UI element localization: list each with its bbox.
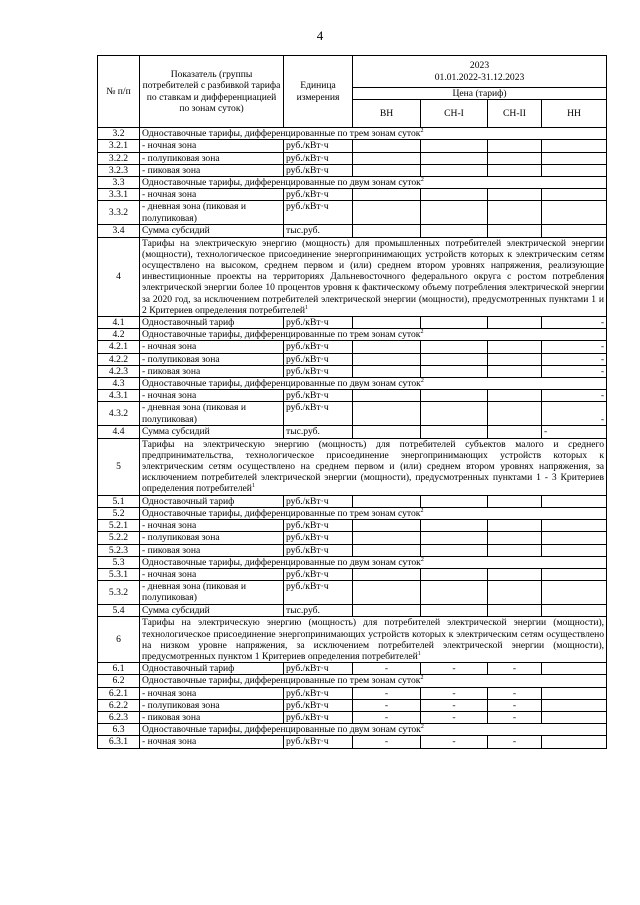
price-cell bbox=[421, 568, 488, 580]
price-cell bbox=[488, 353, 542, 365]
price-cell: - bbox=[542, 365, 607, 377]
footnote-mark: 1 bbox=[305, 304, 309, 311]
table-row bbox=[98, 711, 607, 723]
row-unit: тыс.руб. bbox=[284, 605, 353, 617]
table-row bbox=[98, 341, 607, 353]
row-number: 5.4 bbox=[98, 605, 140, 617]
price-cell bbox=[488, 140, 542, 152]
price-cell bbox=[353, 225, 421, 237]
table-row bbox=[98, 687, 607, 699]
table-row bbox=[98, 201, 607, 225]
row-number: 3.2.2 bbox=[98, 152, 140, 164]
row-unit: руб./кВт·ч bbox=[284, 544, 353, 556]
table-row bbox=[98, 736, 607, 748]
header-level-sn2: СН-II bbox=[488, 100, 542, 128]
price-cell bbox=[421, 140, 488, 152]
price-cell bbox=[542, 225, 607, 237]
price-cell bbox=[488, 426, 542, 438]
price-cell bbox=[542, 532, 607, 544]
price-cell bbox=[353, 520, 421, 532]
price-cell: - bbox=[488, 687, 542, 699]
row-label: Сумма субсидий bbox=[140, 605, 284, 617]
table-row bbox=[98, 225, 607, 237]
price-cell: - bbox=[421, 711, 488, 723]
price-cell: - bbox=[353, 711, 421, 723]
price-cell bbox=[421, 532, 488, 544]
table-row bbox=[98, 140, 607, 152]
price-cell bbox=[421, 426, 488, 438]
row-label: Одноставочные тарифы, дифференцированные по трем зонам суток bbox=[142, 128, 421, 140]
row-label: - полупиковая зона bbox=[140, 353, 284, 365]
table-row bbox=[98, 426, 607, 438]
footnote-mark: 2 bbox=[420, 723, 424, 730]
row-number: 4 bbox=[98, 237, 140, 316]
group-title bbox=[140, 177, 607, 189]
footnote-mark: 1 bbox=[417, 650, 421, 657]
row-unit: руб./кВт·ч bbox=[284, 201, 353, 225]
row-unit: руб./кВт·ч bbox=[284, 520, 353, 532]
price-cell: - bbox=[353, 687, 421, 699]
price-cell bbox=[353, 353, 421, 365]
row-number: 3.2.1 bbox=[98, 140, 140, 152]
header-num: № п/п bbox=[98, 56, 140, 128]
price-cell bbox=[353, 544, 421, 556]
footnote-mark: 2 bbox=[420, 329, 424, 336]
row-unit: тыс.руб. bbox=[284, 426, 353, 438]
price-cell bbox=[488, 225, 542, 237]
price-cell bbox=[353, 390, 421, 402]
price-cell bbox=[542, 568, 607, 580]
row-unit: руб./кВт·ч bbox=[284, 152, 353, 164]
row-number: 6.1 bbox=[98, 663, 140, 675]
row-unit: руб./кВт·ч bbox=[284, 353, 353, 365]
row-label: - дневная зона (пиковая и полупиковая) bbox=[140, 402, 284, 426]
price-cell bbox=[488, 544, 542, 556]
row-unit: руб./кВт·ч bbox=[284, 568, 353, 580]
table-row bbox=[98, 532, 607, 544]
table-row bbox=[98, 152, 607, 164]
price-cell bbox=[488, 390, 542, 402]
row-number: 4.4 bbox=[98, 426, 140, 438]
row-label: Одноставочный тариф bbox=[140, 495, 284, 507]
row-unit: руб./кВт·ч bbox=[284, 341, 353, 353]
price-cell bbox=[421, 201, 488, 225]
row-unit: руб./кВт·ч bbox=[284, 699, 353, 711]
row-label: Одноставочные тарифы, дифференцированные по трем зонам суток bbox=[142, 329, 421, 341]
price-cell bbox=[542, 711, 607, 723]
price-cell: - bbox=[421, 699, 488, 711]
price-cell bbox=[488, 201, 542, 225]
row-label: Тарифы на электрическую энергию (мощность) для потребителей электрической энергии (мощности), технологическое присоединение энергопринимающих устройств которых к электрическим сетям осуществлено на низком уровне напряжения, за исключением потребителей электрической энергии (мощности), предусмотренных пунктом 1 Критериев определения потребителей bbox=[142, 617, 605, 662]
price-cell bbox=[488, 152, 542, 164]
row-number: 3.2 bbox=[98, 128, 140, 140]
table-row bbox=[98, 520, 607, 532]
table-row bbox=[98, 507, 607, 519]
price-cell bbox=[488, 317, 542, 329]
header-price: Цена (тариф) bbox=[353, 88, 607, 100]
header-level-vn: ВН bbox=[353, 100, 421, 128]
row-unit: руб./кВт·ч bbox=[284, 365, 353, 377]
table-row bbox=[98, 605, 607, 617]
price-cell bbox=[353, 581, 421, 605]
row-number: 5.3 bbox=[98, 556, 140, 568]
row-label: - полупиковая зона bbox=[140, 152, 284, 164]
price-cell bbox=[421, 164, 488, 176]
price-cell: - bbox=[488, 699, 542, 711]
price-cell bbox=[542, 581, 607, 605]
table-row bbox=[98, 402, 607, 426]
price-cell bbox=[353, 201, 421, 225]
table-row bbox=[98, 189, 607, 201]
price-cell bbox=[488, 568, 542, 580]
table-header bbox=[98, 56, 607, 128]
price-cell bbox=[353, 426, 421, 438]
price-cell: - bbox=[542, 390, 607, 402]
header-unit: Единица измерения bbox=[284, 56, 353, 128]
group-title bbox=[140, 128, 607, 140]
section-title bbox=[140, 237, 607, 316]
price-cell: - bbox=[542, 317, 607, 329]
section-title bbox=[140, 438, 607, 495]
table-row bbox=[98, 390, 607, 402]
row-label: - пиковая зона bbox=[140, 365, 284, 377]
price-cell bbox=[421, 189, 488, 201]
row-number: 5.3.1 bbox=[98, 568, 140, 580]
price-cell: - bbox=[353, 663, 421, 675]
price-cell bbox=[421, 225, 488, 237]
table-row bbox=[98, 581, 607, 605]
group-title bbox=[140, 675, 607, 687]
row-label: - ночная зона bbox=[140, 189, 284, 201]
row-number: 4.3.2 bbox=[98, 402, 140, 426]
price-cell: - bbox=[353, 736, 421, 748]
row-unit: руб./кВт·ч bbox=[284, 736, 353, 748]
price-cell bbox=[353, 140, 421, 152]
row-number: 6.2.2 bbox=[98, 699, 140, 711]
row-number: 4.2 bbox=[98, 329, 140, 341]
row-label: Тарифы на электрическую энергию (мощность) для промышленных потребителей электрической энергии (мощности), технологическое присоединение энергопринимающих устройств которых к электрическим сетям осуществлено на высоком, среднем первом и (или) среднем втором уровнях напряжения, реализующие инвестиционные проекты на территориях Дальневосточного федерального округа с ростом потребления электрической энергии более 10 процентов уровня к фактическому объему потребления электрической энергии за 2020 год, за исключением потребителей электрической энергии (мощности), предусмотренных пунктами 1 и 2 Критериев определения потребителей bbox=[142, 237, 605, 316]
row-label: - полупиковая зона bbox=[140, 532, 284, 544]
group-title bbox=[140, 378, 607, 390]
tariff-table bbox=[97, 55, 607, 749]
table-row bbox=[98, 237, 607, 316]
row-number: 4.3 bbox=[98, 378, 140, 390]
row-label: - ночная зона bbox=[140, 736, 284, 748]
footnote-mark: 2 bbox=[420, 556, 424, 563]
row-label: - дневная зона (пиковая и полупиковая) bbox=[140, 581, 284, 605]
row-unit: руб./кВт·ч bbox=[284, 663, 353, 675]
row-number: 5.2.2 bbox=[98, 532, 140, 544]
table-row bbox=[98, 317, 607, 329]
header-level-nn: НН bbox=[542, 100, 607, 128]
row-label: Сумма субсидий bbox=[140, 225, 284, 237]
header-indicator: Показатель (группы потребителей с разбивкой тарифа по ставкам и дифференциацией по зонам суток) bbox=[140, 56, 284, 128]
price-cell bbox=[353, 189, 421, 201]
row-number: 3.3 bbox=[98, 177, 140, 189]
table-row bbox=[98, 495, 607, 507]
price-cell bbox=[542, 544, 607, 556]
price-cell bbox=[421, 402, 488, 426]
row-number: 5.2.1 bbox=[98, 520, 140, 532]
price-cell bbox=[488, 189, 542, 201]
row-label: - ночная зона bbox=[140, 140, 284, 152]
price-cell bbox=[542, 605, 607, 617]
row-number: 6.2.1 bbox=[98, 687, 140, 699]
row-label: - пиковая зона bbox=[140, 711, 284, 723]
row-label: Тарифы на электрическую энергию (мощность) для потребителей субъектов малого и среднего предпринимательства, технологическое присоединение энергопринимающих устройств которых к электрическим сетям осуществлено на среднем первом и (или) среднем втором уровнях напряжения, за исключением потребителей электрической энергии (мощности), предусмотренных пунктами 1 - 3 Критериев определения потребителей bbox=[142, 438, 605, 495]
price-cell bbox=[421, 353, 488, 365]
row-label: - ночная зона bbox=[140, 390, 284, 402]
table-row bbox=[98, 177, 607, 189]
row-label: Одноставочный тариф bbox=[140, 317, 284, 329]
price-cell: - bbox=[542, 341, 607, 353]
row-unit: руб./кВт·ч bbox=[284, 189, 353, 201]
footnote-mark: 1 bbox=[251, 483, 255, 490]
price-cell bbox=[421, 544, 488, 556]
table-row bbox=[98, 568, 607, 580]
row-number: 3.3.2 bbox=[98, 201, 140, 225]
row-unit: руб./кВт·ч bbox=[284, 687, 353, 699]
row-label: - ночная зона bbox=[140, 568, 284, 580]
price-cell bbox=[488, 495, 542, 507]
row-number: 5.2.3 bbox=[98, 544, 140, 556]
price-cell bbox=[421, 317, 488, 329]
page-number: 4 bbox=[316, 28, 324, 43]
price-cell bbox=[542, 520, 607, 532]
footnote-mark: 2 bbox=[420, 176, 424, 183]
row-number: 4.2.1 bbox=[98, 341, 140, 353]
table-row bbox=[98, 699, 607, 711]
price-cell bbox=[542, 687, 607, 699]
row-label: Сумма субсидий bbox=[140, 426, 284, 438]
table-row bbox=[98, 378, 607, 390]
row-label: Одноставочные тарифы, дифференцированные по двум зонам суток bbox=[142, 378, 421, 390]
price-cell bbox=[542, 663, 607, 675]
row-number: 4.2.3 bbox=[98, 365, 140, 377]
row-unit: руб./кВт·ч bbox=[284, 532, 353, 544]
group-title bbox=[140, 556, 607, 568]
price-cell bbox=[542, 699, 607, 711]
price-cell bbox=[488, 365, 542, 377]
price-cell bbox=[353, 341, 421, 353]
row-label: Одноставочные тарифы, дифференцированные по двум зонам суток bbox=[142, 177, 421, 189]
footnote-mark: 2 bbox=[420, 377, 424, 384]
footnote-mark: 2 bbox=[420, 128, 424, 135]
price-cell bbox=[421, 365, 488, 377]
table-row bbox=[98, 128, 607, 140]
row-label: - пиковая зона bbox=[140, 544, 284, 556]
row-number: 6.2.3 bbox=[98, 711, 140, 723]
row-number: 4.1 bbox=[98, 317, 140, 329]
row-unit: руб./кВт·ч bbox=[284, 317, 353, 329]
header-year: 2023 bbox=[469, 60, 490, 72]
row-label: Одноставочные тарифы, дифференцированные по трем зонам суток bbox=[142, 675, 421, 687]
price-cell bbox=[421, 152, 488, 164]
header-year-period bbox=[353, 56, 607, 88]
header-period: 01.01.2022-31.12.2023 bbox=[434, 71, 525, 83]
row-unit: руб./кВт·ч bbox=[284, 402, 353, 426]
price-cell: - bbox=[542, 353, 607, 365]
price-cell bbox=[542, 495, 607, 507]
price-cell bbox=[421, 495, 488, 507]
group-title bbox=[140, 507, 607, 519]
price-cell bbox=[488, 341, 542, 353]
row-label: - пиковая зона bbox=[140, 164, 284, 176]
row-number: 6.3 bbox=[98, 724, 140, 736]
price-cell bbox=[353, 365, 421, 377]
price-cell: - bbox=[542, 402, 607, 426]
row-number: 5.1 bbox=[98, 495, 140, 507]
price-cell bbox=[353, 152, 421, 164]
row-number: 3.2.3 bbox=[98, 164, 140, 176]
price-cell bbox=[488, 532, 542, 544]
price-cell bbox=[488, 164, 542, 176]
table-row bbox=[98, 164, 607, 176]
price-cell: - bbox=[488, 736, 542, 748]
footnote-mark: 2 bbox=[420, 507, 424, 514]
group-title bbox=[140, 724, 607, 736]
table-row bbox=[98, 675, 607, 687]
price-cell: - bbox=[421, 663, 488, 675]
price-cell bbox=[353, 568, 421, 580]
row-label: - ночная зона bbox=[140, 341, 284, 353]
header-level-sn1: СН-I bbox=[421, 100, 488, 128]
price-cell bbox=[542, 152, 607, 164]
price-cell bbox=[421, 390, 488, 402]
table-row bbox=[98, 556, 607, 568]
price-cell bbox=[542, 189, 607, 201]
price-cell bbox=[353, 495, 421, 507]
table-row bbox=[98, 544, 607, 556]
footnote-mark: 2 bbox=[420, 675, 424, 682]
price-cell bbox=[421, 581, 488, 605]
section-title bbox=[140, 617, 607, 663]
price-cell bbox=[488, 605, 542, 617]
price-cell: - bbox=[488, 663, 542, 675]
row-number: 5.2 bbox=[98, 507, 140, 519]
price-cell: - bbox=[421, 736, 488, 748]
row-unit: руб./кВт·ч bbox=[284, 390, 353, 402]
row-number: 6 bbox=[98, 617, 140, 663]
price-cell bbox=[353, 532, 421, 544]
price-cell bbox=[542, 140, 607, 152]
price-cell bbox=[542, 736, 607, 748]
row-number: 3.4 bbox=[98, 225, 140, 237]
group-title bbox=[140, 329, 607, 341]
row-unit: руб./кВт·ч bbox=[284, 711, 353, 723]
row-label: - ночная зона bbox=[140, 520, 284, 532]
price-cell bbox=[421, 341, 488, 353]
row-number: 5.3.2 bbox=[98, 581, 140, 605]
price-cell bbox=[353, 317, 421, 329]
price-cell bbox=[542, 164, 607, 176]
price-cell: - bbox=[488, 711, 542, 723]
table-row bbox=[98, 365, 607, 377]
row-label: - ночная зона bbox=[140, 687, 284, 699]
row-number: 3.3.1 bbox=[98, 189, 140, 201]
price-cell bbox=[353, 164, 421, 176]
price-cell bbox=[421, 520, 488, 532]
table-row bbox=[98, 438, 607, 495]
row-label: - дневная зона (пиковая и полупиковая) bbox=[140, 201, 284, 225]
price-cell bbox=[488, 520, 542, 532]
price-cell bbox=[353, 605, 421, 617]
row-unit: тыс.руб. bbox=[284, 225, 353, 237]
row-unit: руб./кВт·ч bbox=[284, 581, 353, 605]
price-cell bbox=[488, 402, 542, 426]
row-label: Одноставочные тарифы, дифференцированные по двум зонам суток bbox=[142, 556, 421, 568]
row-number: 4.2.2 bbox=[98, 353, 140, 365]
table-row bbox=[98, 329, 607, 341]
row-unit: руб./кВт·ч bbox=[284, 164, 353, 176]
row-number: 4.3.1 bbox=[98, 390, 140, 402]
table-row bbox=[98, 663, 607, 675]
price-cell bbox=[488, 581, 542, 605]
table-row bbox=[98, 724, 607, 736]
row-number: 6.3.1 bbox=[98, 736, 140, 748]
row-label: - полупиковая зона bbox=[140, 699, 284, 711]
table-row bbox=[98, 617, 607, 663]
price-cell: - bbox=[353, 699, 421, 711]
price-cell: - bbox=[421, 687, 488, 699]
row-label: Одноставочные тарифы, дифференцированные по двум зонам суток bbox=[142, 724, 421, 736]
price-cell bbox=[542, 201, 607, 225]
price-cell: - bbox=[542, 426, 607, 438]
table-body bbox=[98, 128, 607, 748]
table-row bbox=[98, 353, 607, 365]
row-unit: руб./кВт·ч bbox=[284, 495, 353, 507]
row-label: Одноставочные тарифы, дифференцированные по трем зонам суток bbox=[142, 507, 421, 519]
row-label: Одноставочный тариф bbox=[140, 663, 284, 675]
row-unit: руб./кВт·ч bbox=[284, 140, 353, 152]
row-number: 5 bbox=[98, 438, 140, 495]
price-cell bbox=[353, 402, 421, 426]
price-cell bbox=[421, 605, 488, 617]
row-number: 6.2 bbox=[98, 675, 140, 687]
